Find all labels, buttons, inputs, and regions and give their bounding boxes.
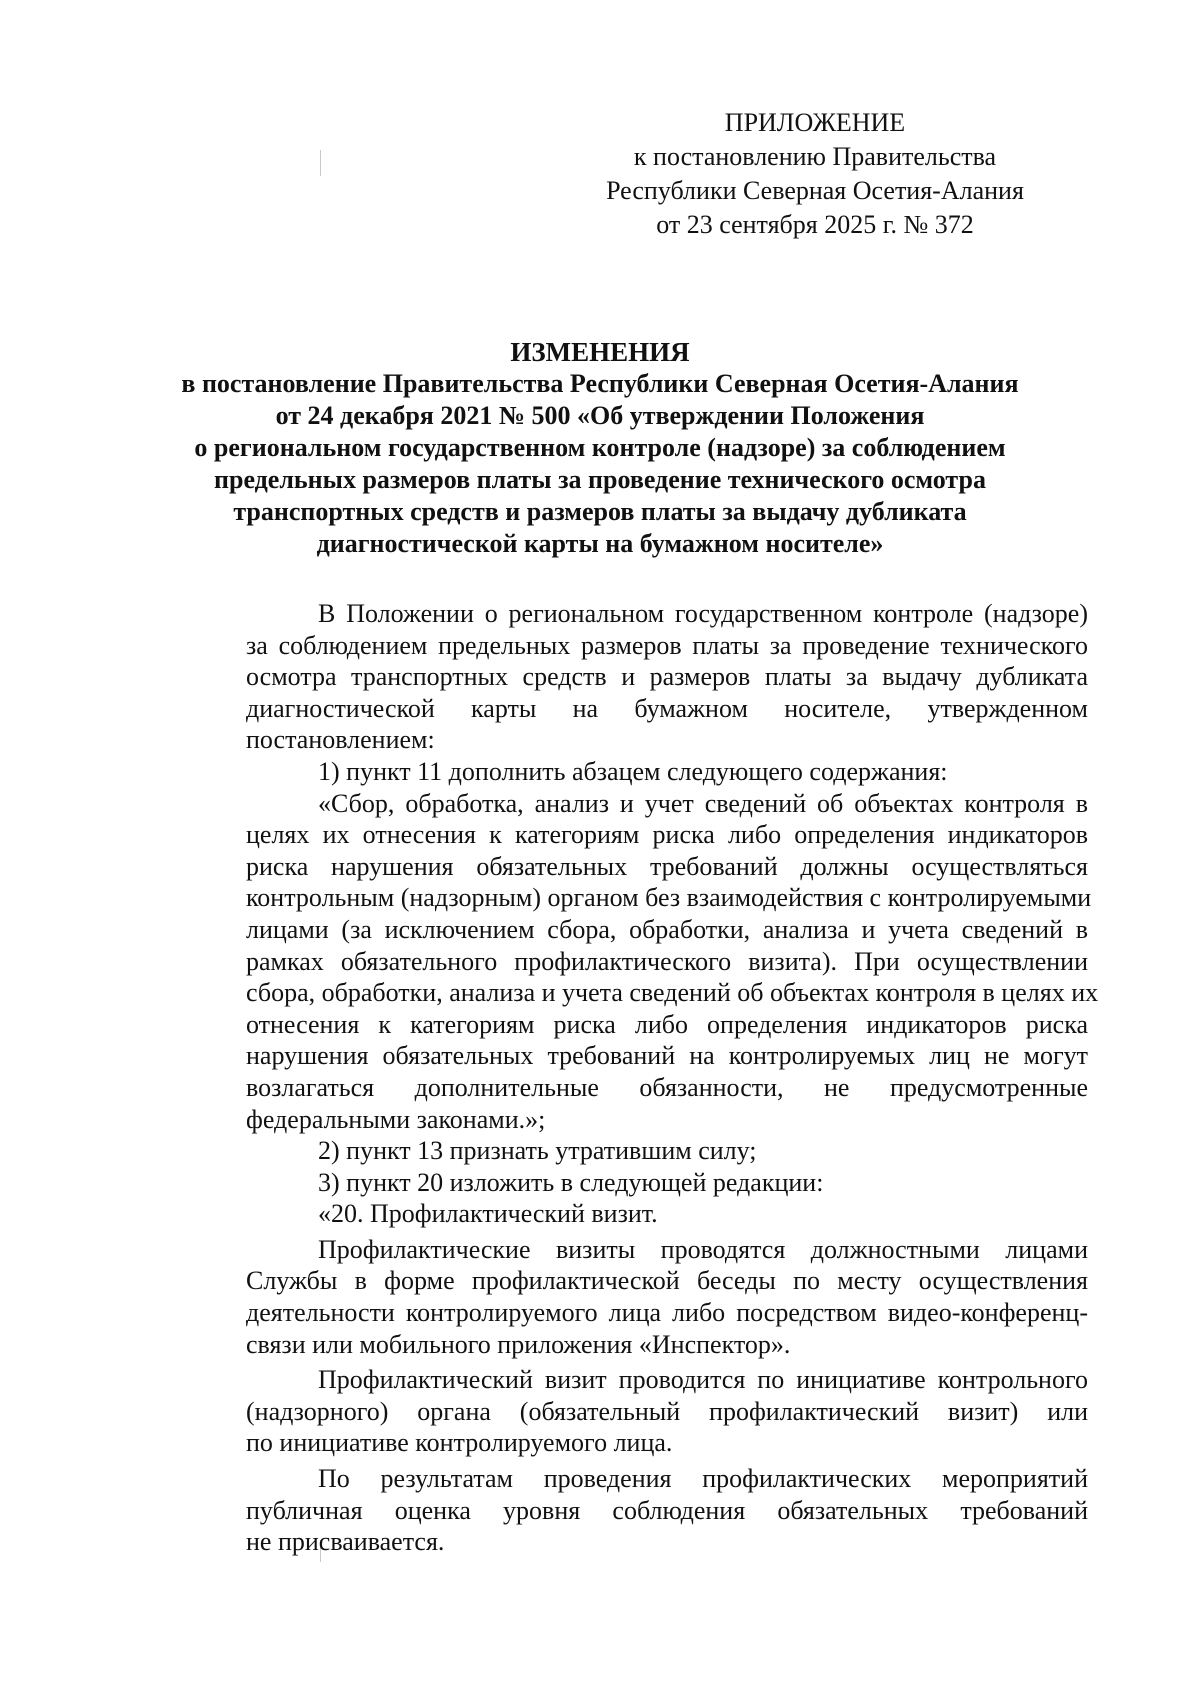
title-line: в постановление Правительства Республики Северная Осетия-Алания xyxy=(181,369,1019,398)
text-line: по инициативе контролируемого лица. xyxy=(246,1428,673,1458)
appendix-line: к постановлению Правительства xyxy=(633,142,997,171)
text-line: отнесения к категориям риска либо определения индикаторов риска xyxy=(246,1009,1088,1039)
text-line: осмотра транспортных средств и размеров платы за выдачу дубликата xyxy=(246,662,1088,692)
title-line: предельных размеров платы за проведение технического осмотра xyxy=(214,465,986,494)
text-line: контрольным (надзорным) органом без взаимодействия с контролируемыми xyxy=(246,883,1092,913)
intro-paragraph xyxy=(174,598,1088,756)
text-line: публичная оценка уровня соблюдения обязательных требований xyxy=(246,1495,1088,1525)
text-line: федеральными законами.»; xyxy=(246,1104,546,1134)
text-line: целях их отнесения к категориям риска либо определения индикаторов xyxy=(246,820,1088,850)
text-line: «Сбор, обработка, анализ и учет сведений об объектах контроля в xyxy=(318,788,1088,818)
text-line: 2) пункт 13 признать утратившим силу; xyxy=(318,1136,757,1166)
text-line: По результатам проведения профилактических мероприятий xyxy=(318,1464,1088,1494)
text-line: Службы в форме профилактической беседы по месту осуществления xyxy=(246,1266,1088,1296)
text-line: сбора, обработки, анализа и учета сведений об объектах контроля в целях их xyxy=(246,978,1099,1008)
quoted-paragraph xyxy=(174,788,1099,1136)
document-title xyxy=(150,336,1050,560)
text-line: рамках обязательного профилактического визита). При осуществлении xyxy=(246,946,1088,976)
results-paragraph xyxy=(174,1463,1088,1558)
text-line: 1) пункт 11 дополнить абзацем следующего содержания: xyxy=(318,756,948,786)
text-line: нарушения обязательных требований на контролируемых лиц не могут xyxy=(246,1041,1088,1071)
appendix-header xyxy=(560,106,1070,242)
text-line: (надзорного) органа (обязательный профилактический визит) или xyxy=(246,1396,1088,1426)
title-line: транспортных средств и размеров платы за выдачу дубликата xyxy=(233,497,967,526)
appendix-label: ПРИЛОЖЕНИЕ xyxy=(724,108,906,137)
document-body xyxy=(174,598,1099,1558)
initiative-paragraph xyxy=(174,1364,1088,1459)
text-line: 3) пункт 20 изложить в следующей редакции: xyxy=(318,1167,824,1197)
title-line: о региональном государственном контроле (надзоре) за соблюдением xyxy=(194,433,1006,462)
scan-mark xyxy=(320,150,321,176)
text-line: деятельности контролируемого лица либо посредством видео-конференц- xyxy=(246,1298,1088,1328)
item-2 xyxy=(174,1135,1088,1167)
item-20-heading xyxy=(174,1198,1088,1230)
text-line: постановлением: xyxy=(246,725,435,755)
text-line: «20. Профилактический визит. xyxy=(318,1199,658,1229)
title-line: диагностической карты на бумажном носителе» xyxy=(316,529,884,558)
title-line: от 24 декабря 2021 № 500 «Об утверждении Положения xyxy=(275,401,925,430)
text-line: Профилактические визиты проводятся должностными лицами xyxy=(318,1234,1088,1264)
text-line: В Положении о региональном государственном контроле (надзоре) xyxy=(318,599,1088,628)
text-line: Профилактический визит проводится по инициативе контрольного xyxy=(318,1365,1088,1395)
text-line: за соблюдением предельных размеров платы за проведение технического xyxy=(246,630,1088,660)
text-line: лицами (за исключением сбора, обработки, анализа и учета сведений в xyxy=(246,914,1088,944)
title-heading: ИЗМЕНЕНИЯ xyxy=(510,337,690,367)
visits-paragraph xyxy=(174,1234,1088,1360)
text-line: возлагаться дополнительные обязанности, не предусмотренные xyxy=(246,1072,1088,1102)
appendix-line: Республики Северная Осетия-Алания xyxy=(606,176,1024,205)
text-line: не присваивается. xyxy=(246,1527,445,1557)
appendix-line: от 23 сентября 2025 г. № 372 xyxy=(656,210,974,239)
text-line: связи или мобильного приложения «Инспектор». xyxy=(246,1329,791,1359)
text-line: риска нарушения обязательных требований должны осуществляться xyxy=(246,851,1088,881)
item-1 xyxy=(174,756,1088,788)
text-line: диагностической карты на бумажном носителе, утвержденном xyxy=(246,693,1088,723)
item-3 xyxy=(174,1167,1088,1199)
